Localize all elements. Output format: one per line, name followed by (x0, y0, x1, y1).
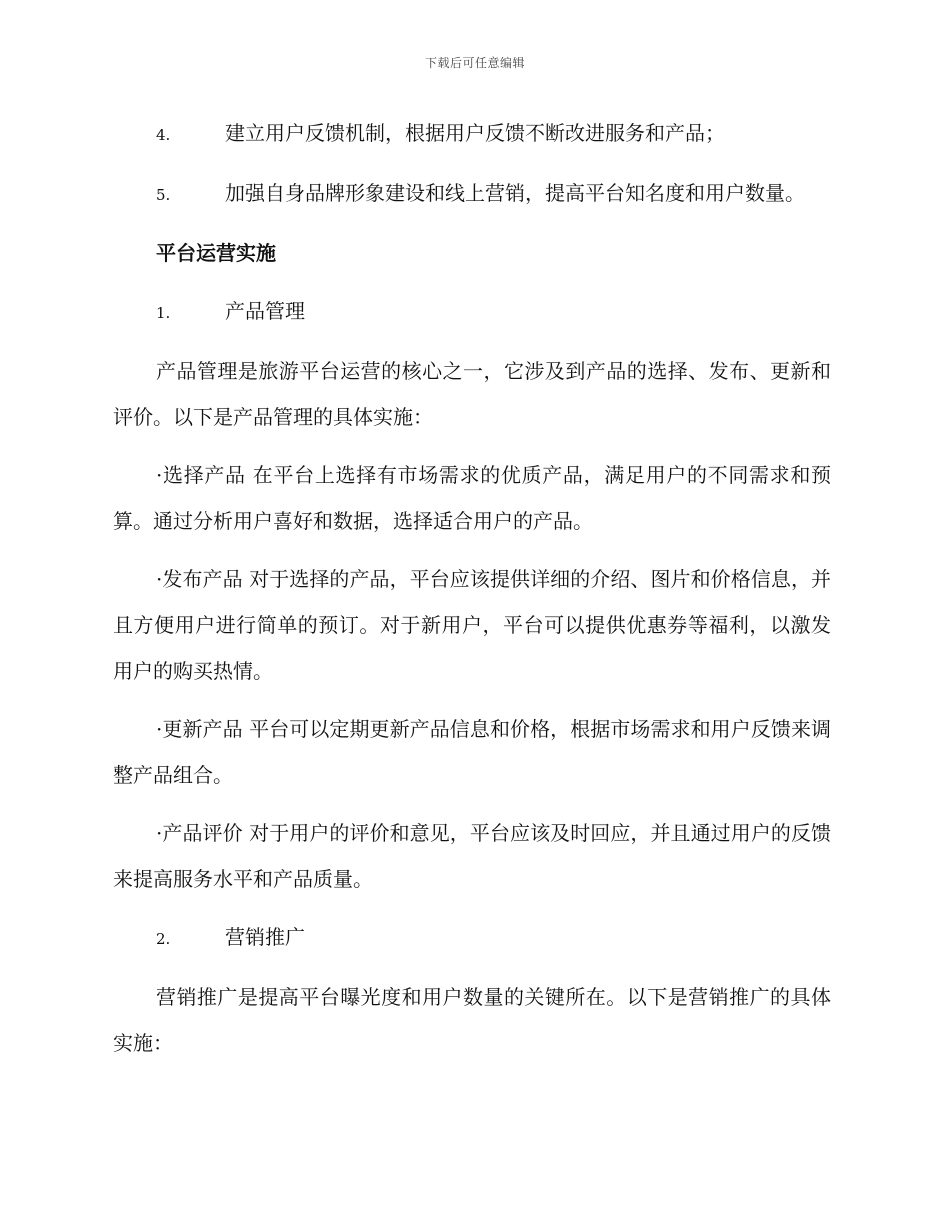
bullet-dot: · (156, 717, 163, 741)
bullet-text: 平台可以定期更新产品信息和价格，根据市场需求和用户反馈来调整产品组合。 (113, 717, 832, 787)
header-note: 下载后可任意编辑 (424, 56, 525, 70)
subsection-title: 营销推广 (225, 925, 305, 949)
bullet-label: 发布产品 (162, 567, 243, 591)
subsection-marketing (113, 914, 831, 962)
bullet-text: 对于用户的评价和意见，平台应该及时回应，并且通过用户的反馈来提高服务水平和产品质量。 (113, 821, 832, 891)
list-number: 5. (156, 186, 171, 204)
bullet-publish-product (113, 556, 831, 694)
document-body (113, 110, 831, 1078)
section-heading: 平台运营实施 (156, 241, 276, 265)
subsection-number: 2. (156, 930, 171, 948)
list-number: 4. (156, 126, 171, 144)
subsection-title: 产品管理 (225, 299, 305, 323)
bullet-label: 更新产品 (162, 717, 243, 741)
bullet-product-review (113, 810, 831, 902)
bullet-dot: · (156, 463, 163, 487)
bullet-select-product (113, 452, 831, 544)
bullet-label: 产品评价 (162, 821, 243, 845)
list-item-5 (113, 170, 831, 218)
marketing-intro: 营销推广是提高平台曝光度和用户数量的关键所在。以下是营销推广的具体实施： (113, 985, 831, 1055)
bullet-text: 对于选择的产品，平台应该提供详细的介绍、图片和价格信息，并且方便用户进行简单的预订。对于新用户，平台可以提供优惠券等福利，以激发用户的购买热情。 (113, 567, 832, 683)
list-item-4 (113, 110, 831, 158)
bullet-dot: · (156, 567, 163, 591)
bullet-update-product (113, 706, 831, 798)
product-management-intro: 产品管理是旅游平台运营的核心之一，它涉及到产品的选择、发布、更新和评价。以下是产品管理的具体实施： (113, 359, 831, 429)
bullet-label: 选择产品 (162, 463, 246, 487)
subsection-number: 1. (156, 304, 171, 322)
bullet-text: 在平台上选择有市场需求的优质产品，满足用户的不同需求和预算。通过分析用户喜好和数据，选择适合用户的产品。 (113, 463, 832, 533)
list-item-text: 加强自身品牌形象建设和线上营销，提高平台知名度和用户数量。 (225, 181, 805, 205)
subsection-product-management (113, 288, 831, 336)
bullet-dot: · (156, 821, 163, 845)
list-item-text: 建立用户反馈机制，根据用户反馈不断改进服务和产品； (225, 121, 725, 145)
